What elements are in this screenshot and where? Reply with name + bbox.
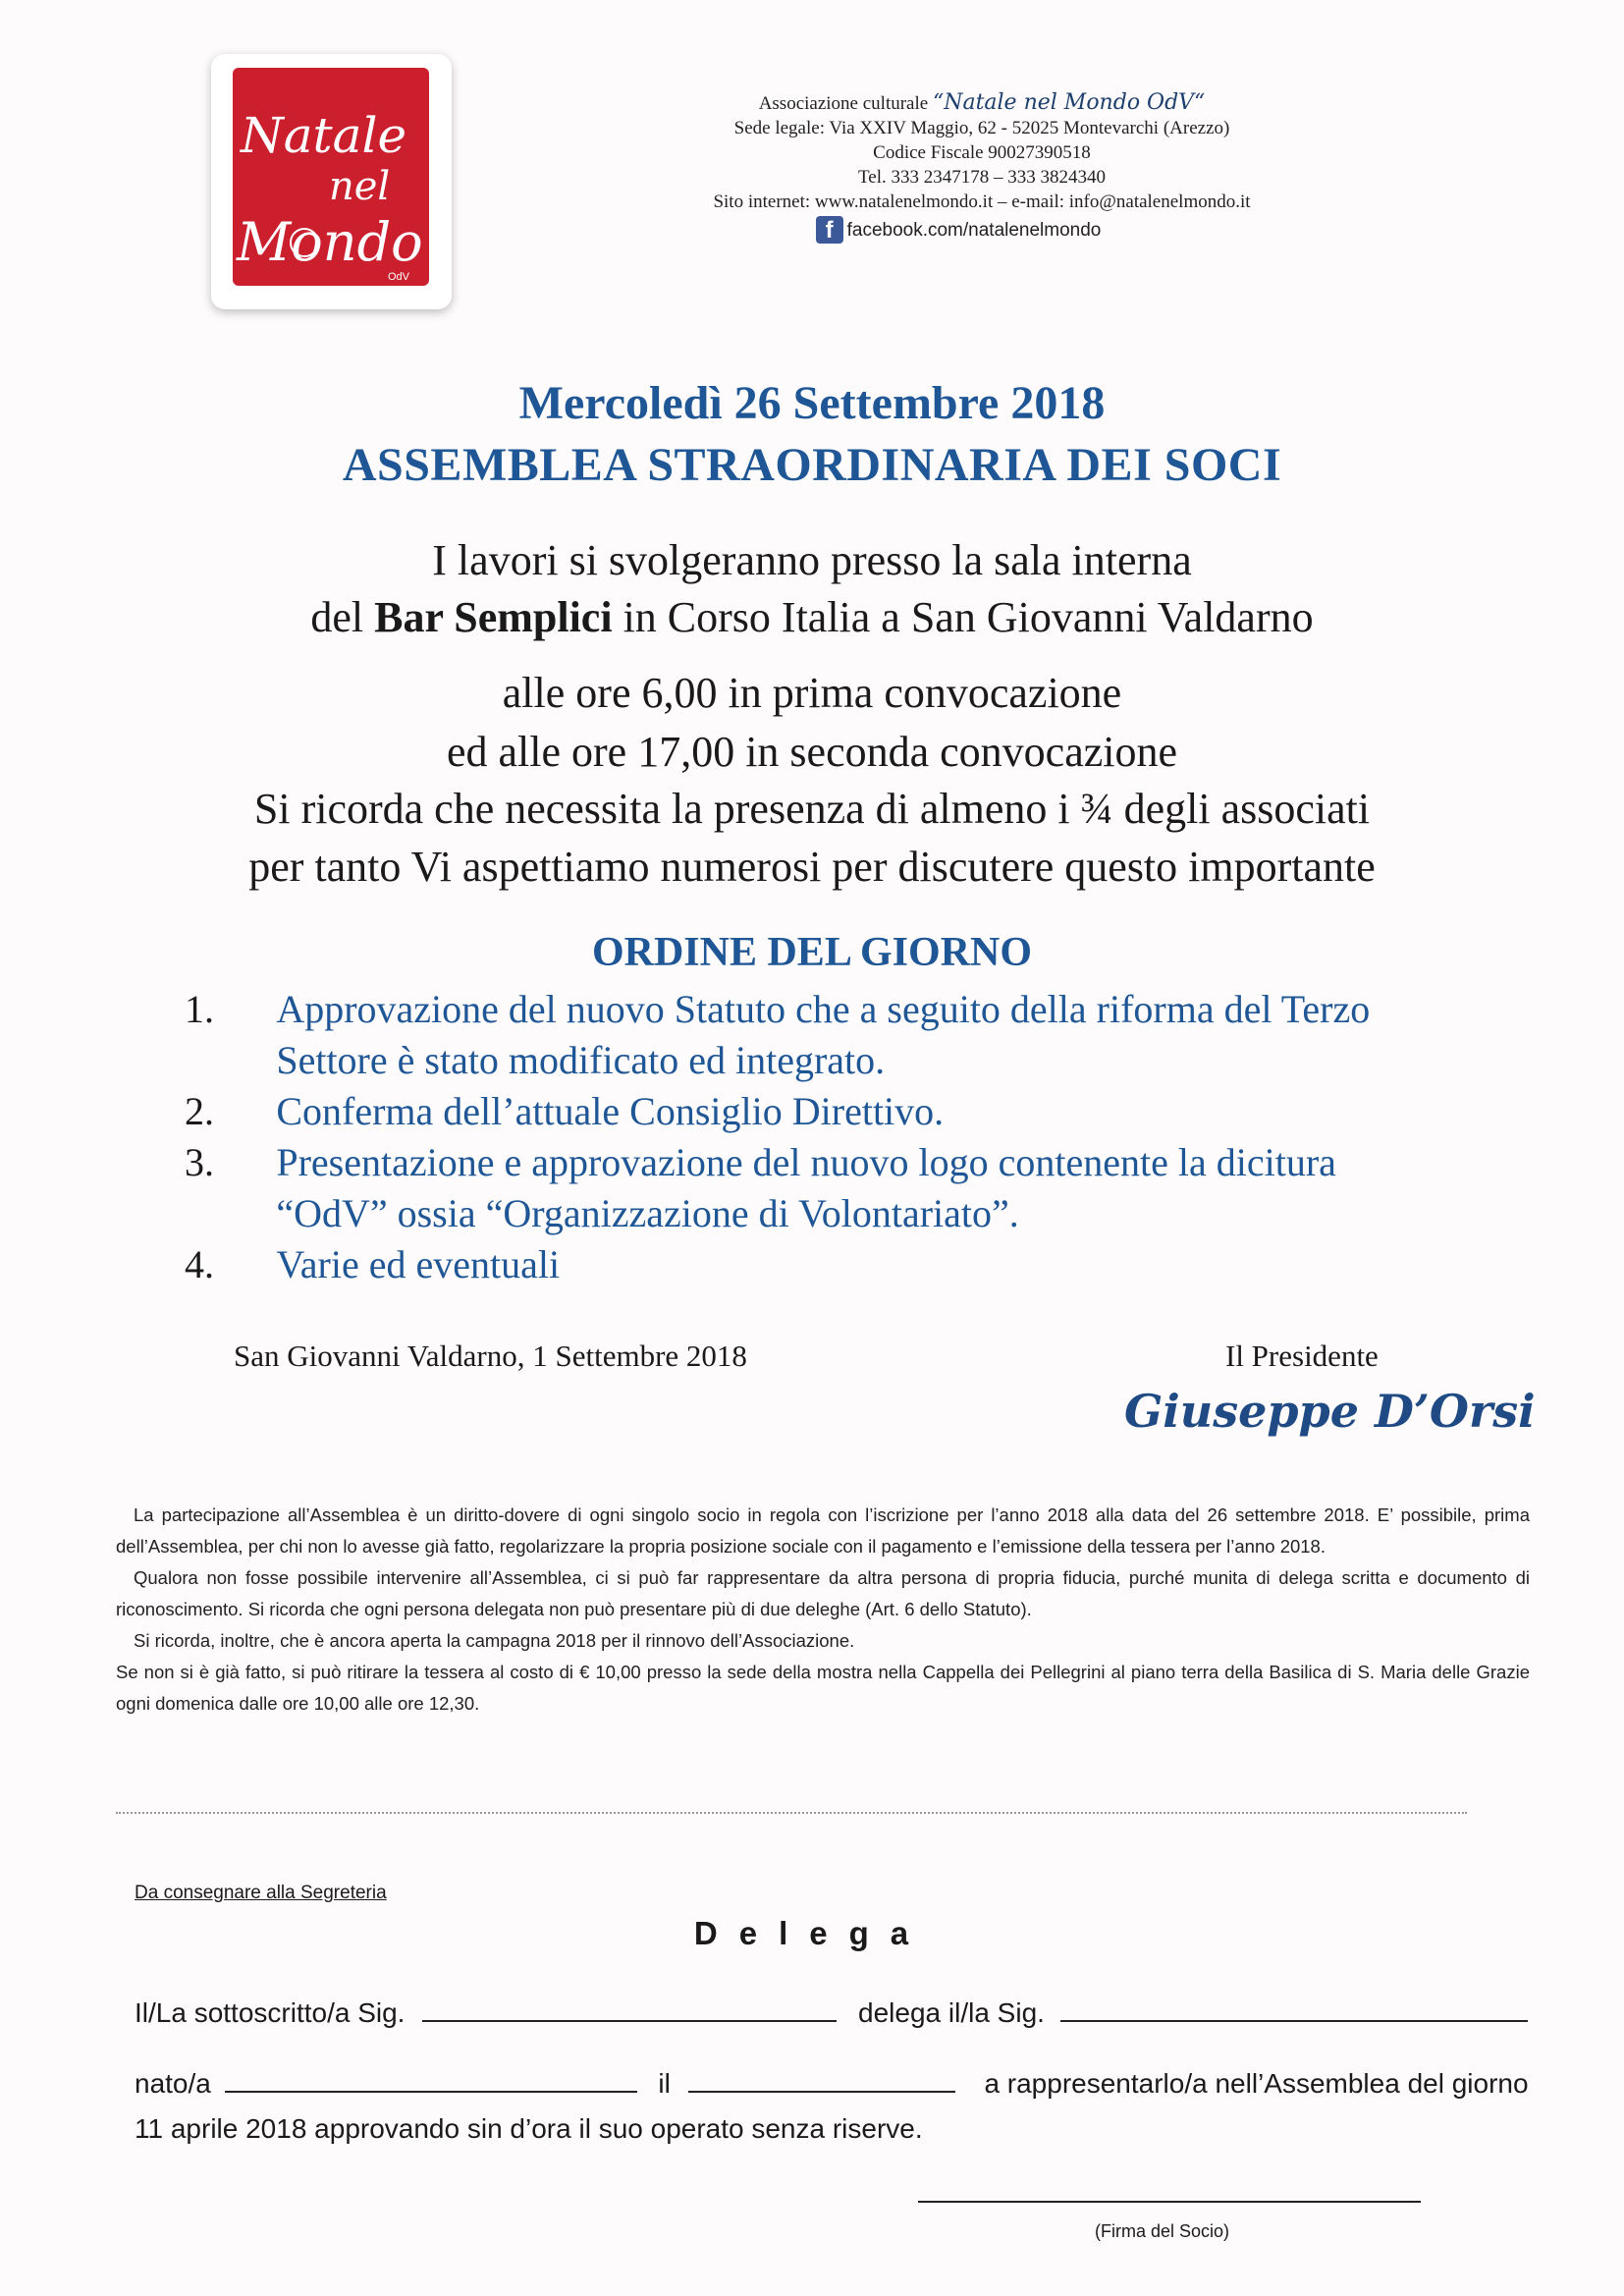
agenda-item-line: Conferma dell’attuale Consiglio Direttivo. [276,1089,945,1133]
note-paragraph: La partecipazione all’Assemblea è un diritto-dovere di ogni singolo socio in regola con l’iscrizione per l’anno 2018 alla data del 26 settembre 2018. E’ possibile, prima dell’Assemblea, per chi non lo avesse già fatto, regolarizzare la propria posizione sociale con il pagamento e l’emissione della tessera per l’anno 2018. [116,1504,1530,1557]
note-paragraph: Qualora non fosse possibile intervenire all’Assemblea, ci si può far rappresentare da altra persona di propria fiducia, purché munita di delega scritta e documento di riconoscimento. Si ricorda che ogni persona delegata non può presentare più di due deleghe (Art. 6 dello Statuto). [116,1567,1530,1619]
birthplace-field[interactable] [225,2069,637,2093]
agenda-item-line: Settore è stato modificato ed integrato. [276,1038,886,1082]
logo-word-mondo: Mondo [237,211,423,273]
logo-word-nel: nel [329,164,391,209]
proxy-row-2 [135,2068,1529,2100]
member-signature-field[interactable] [918,2201,1421,2203]
agenda-item-line: “OdV” ossia “Organizzazione di Volontariato”. [276,1191,1019,1235]
agenda-item-text [276,1086,1559,1137]
notes-section [116,1500,1530,1720]
facebook-line [816,216,1102,244]
agenda-item [185,984,1559,1086]
place-and-date: San Giovanni Valdarno, 1 Settembre 2018 [234,1339,747,1373]
facebook-url: facebook.com/natalenelmondo [846,219,1102,241]
member-signature-label: (Firma del Socio) [1095,2221,1230,2241]
agenda-item-number: 3. [185,1140,214,1184]
note-paragraph: Se non si è già fatto, si può ritirare la tessera al costo di € 10,00 presso la sede della mostra nella Cappella dei Pellegrini al piano terra della Basilica di S. Maria delle Grazie ogni domenica dalle ore 10,00 alle ore 12,30. [116,1662,1530,1714]
association-logo [211,54,452,309]
delegator-label: Il/La sottoscritto/a Sig. [135,1997,406,2028]
agenda-item-line: Presentazione e approvazione del nuovo logo contenente la dicitura [276,1140,1336,1184]
meeting-date-title: Mercoledì 26 Settembre 2018 [518,377,1106,429]
agenda-item-text [276,1137,1559,1239]
fiscal-code: Codice Fiscale 90027390518 [873,142,1091,163]
agenda-item-text [276,984,1559,1086]
logo-graphic [211,54,452,309]
venue-line-1: I lavori si svolgeranno presso la sala interna [432,536,1192,584]
meeting-title: ASSEMBLEA STRAORDINARIA DEI SOCI [342,439,1282,491]
birthplace-label: nato/a [135,2068,211,2099]
facebook-icon: f [816,216,843,244]
venue-line-2-pre: del [310,593,375,641]
logo-word-natale: Natale [241,107,407,164]
agenda-item-number: 4. [185,1242,214,1286]
delegate-name-field[interactable] [1060,1998,1528,2022]
agenda-item [185,1137,1559,1239]
legal-address: Sede legale: Via XXIV Maggio, 62 - 52025 Montevarchi (Arezzo) [733,118,1230,138]
association-header [628,90,1335,245]
delegate-label: delega il/la Sig. [858,1997,1045,2028]
proxy-row-1 [135,1997,1528,2029]
approval-statement: 11 aprile 2018 approvando sin d’ora il suo operato senza riserve. [135,2113,923,2144]
note-paragraph: Si ricorda, inoltre, che è ancora aperta la campagna 2018 per il rinnovo dell’Associazione. [134,1630,855,1651]
association-name: “Natale nel Mondo OdV“ [932,90,1206,115]
agenda-item-line: Approvazione del nuovo Statuto che a seguito della riforma del Terzo [276,987,1371,1031]
proxy-form-title: Delega [693,1915,931,1951]
cut-line-divider [116,1812,1467,1814]
agenda-item-line: Varie ed eventuali [276,1242,561,1286]
birthdate-label: il [658,2068,671,2099]
birthdate-field[interactable] [688,2069,955,2093]
agenda-list [185,984,1559,1290]
association-prefix: Associazione culturale [758,93,929,114]
venue-line-2-post: in Corso Italia a San Giovanni Valdarno [612,593,1314,641]
phone-numbers: Tel. 333 2347178 – 333 3824340 [858,167,1106,188]
president-label: Il Presidente [1225,1339,1379,1373]
first-call-time: alle ore 6,00 in prima convocazione [502,669,1122,717]
agenda-item-number: 2. [185,1089,214,1133]
second-call-time: ed alle ore 17,00 in seconda convocazione [446,728,1178,776]
website-email: Sito internet: www.natalenelmondo.it – e-mail: info@natalenelmondo.it [713,191,1251,212]
representation-text: a rappresentarlo/a nell’Assemblea del giorno [984,2068,1529,2099]
agenda-item-text [276,1239,1559,1290]
venue-name: Bar Semplici [374,593,613,641]
agenda-item-number: 1. [185,987,214,1031]
delegator-name-field[interactable] [422,1998,837,2022]
agenda-title: ORDINE DEL GIORNO [591,930,1033,975]
delivery-instruction: Da consegnare alla Segreteria [135,1883,387,1903]
association-line [628,90,1335,116]
quorum-reminder: Si ricorda che necessita la presenza di almeno i ¾ degli associati [253,785,1371,833]
president-signature: Giuseppe D’Orsi [1124,1385,1536,1438]
invitation-text: per tanto Vi aspettiamo numerosi per discutere questo importante [248,843,1376,891]
agenda-item [185,1239,1559,1290]
venue-line-2 [0,592,1624,642]
logo-odv-badge: OdV [388,271,410,283]
agenda-item [185,1086,1559,1137]
